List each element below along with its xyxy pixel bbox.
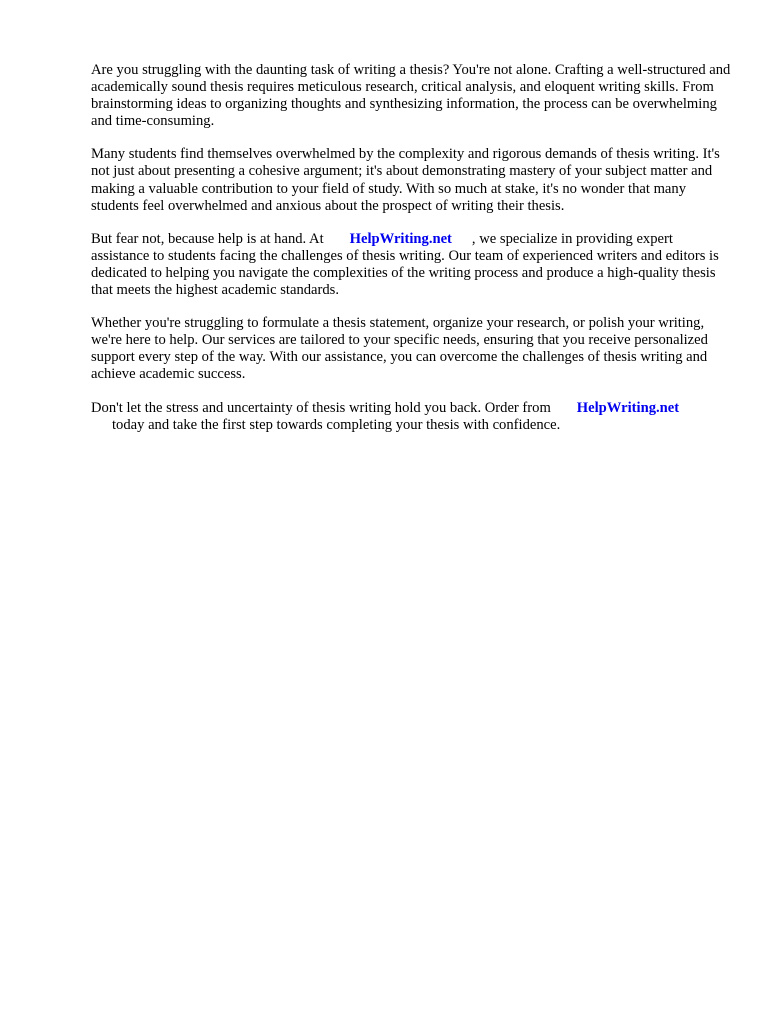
paragraph-cta-text-before: Don't let the stress and uncertainty of thesis writing hold you back. Order from — [91, 399, 551, 416]
helpwriting-link[interactable]: HelpWriting.net — [349, 230, 452, 247]
paragraph-services: Whether you're struggling to formulate a thesis statement, organize your research, or polish your writing, we're here to help. Our services are tailored to your specific needs, ensuring that you receive personalized support every step of the way. With our assistance, you can overcome the challenges of thesis writing and achieve academic success. — [91, 315, 708, 383]
paragraph-intro: Are you struggling with the daunting task of writing a thesis? You're not alone. Crafting a well-structured and academically sound thesis requires meticulous research, critical analysis, and eloquent writing skills. From brainstorming ideas to organizing thoughts and synthesizing information, the process can be overwhelming and time-consuming. — [91, 62, 731, 130]
document-body — [91, 62, 731, 450]
paragraph-challenges: Many students find themselves overwhelmed by the complexity and rigorous demands of thesis writing. It's not just about presenting a cohesive argument; it's about demonstrating mastery of your subject matter and making a valuable contribution to your field of study. With so much at stake, it's no wonder that many students feel overwhelmed and anxious about the prospect of writing their thesis. — [91, 146, 720, 214]
paragraph-help — [91, 231, 731, 299]
paragraph-help-text-before: But fear not, because help is at hand. At — [91, 230, 324, 247]
helpwriting-order-link[interactable]: HelpWriting.net — [576, 399, 680, 416]
paragraph-cta — [91, 400, 731, 434]
paragraph-help-text-after: , we specialize in providing expert assistance to students facing the challenges of thesis writing. Our team of experienced writers and editors is dedicated to helping you navigate the complexities of the writing process and produce a high-quality thesis that meets the highest academic standards. — [91, 230, 719, 299]
paragraph-cta-text-after: today and take the first step towards completing your thesis with confidence. — [112, 416, 561, 433]
